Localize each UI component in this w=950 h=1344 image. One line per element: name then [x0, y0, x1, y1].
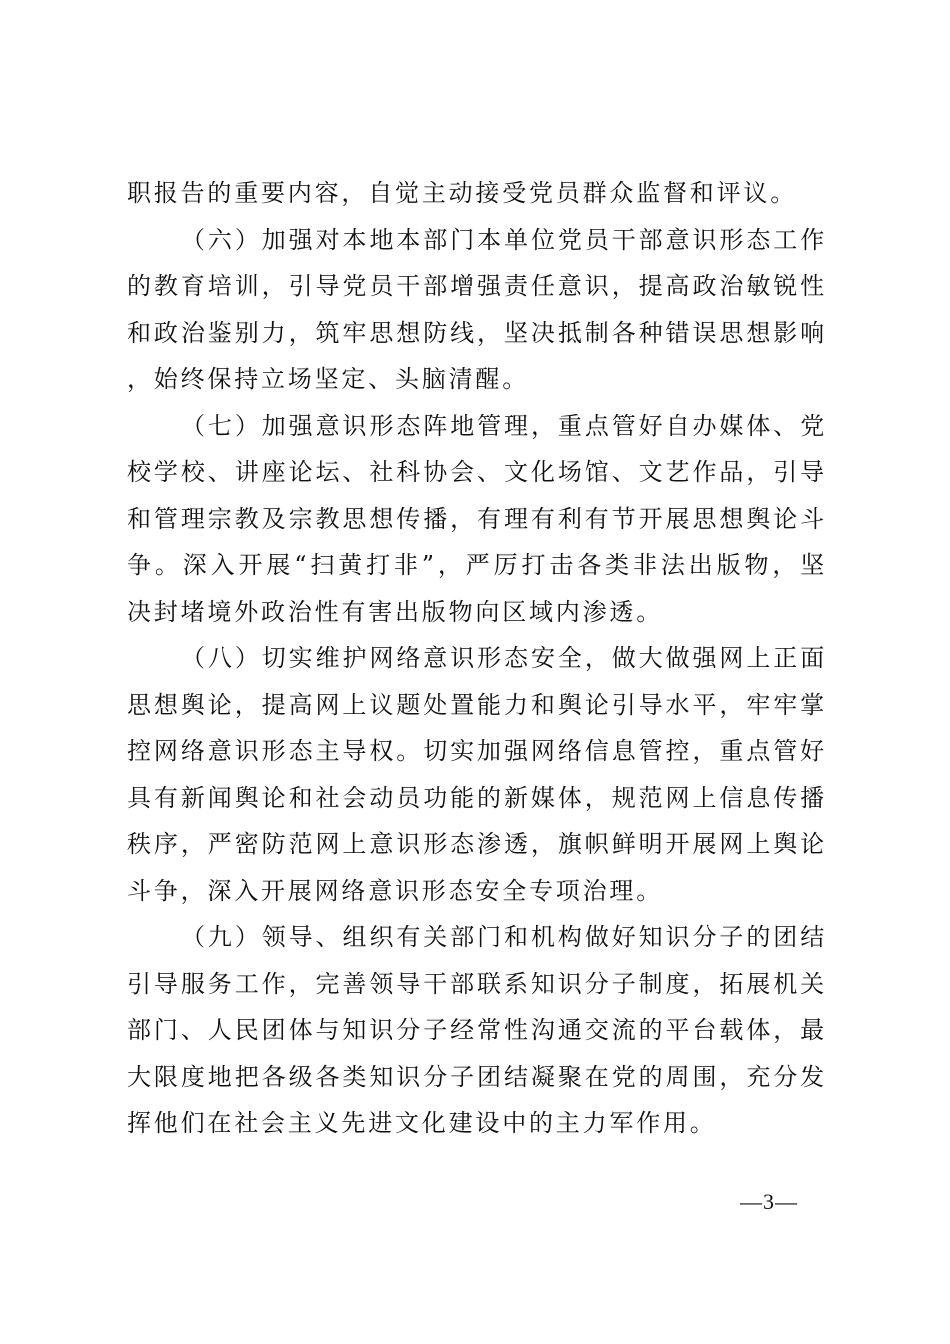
- paragraph-item-9: （九）领导、组织有关部门和机构做好知识分子的团结引导服务工作，完善领导干部联系知识分子制度，拓展机关部门、人民团体与知识分子经常性沟通交流的平台载体，最大限度地把各级各类知识分子团结凝聚在党的周围，充分发挥他们在社会主义先进文化建设中的主力军作用。: [127, 923, 827, 1137]
- paragraph-item-8: （八）切实维护网络意识形态安全，做大做强网上正面思想舆论，提高网上议题处置能力和舆论引导水平，牢牢掌控网络意识形态主导权。切实加强网络信息管控，重点管好具有新闻舆论和社会动员功能的新媒体，规范网上信息传播秩序，严密防范网上意识形态渗透，旗帜鲜明开展网上舆论斗争，深入开展网络意识形态安全专项治理。: [127, 644, 827, 905]
- page-number: —3—: [740, 1189, 798, 1214]
- paragraph-item-6: （六）加强对本地本部门本单位党员干部意识形态工作的教育培训，引导党员干部增强责任意识，提高政治敏锐性和政治鉴别力，筑牢思想防线，坚决抵制各种错误思想影响，始终保持立场坚定、头脑清醒。: [127, 225, 827, 393]
- paragraph-item-7: （七）加强意识形态阵地管理，重点管好自办媒体、党校学校、讲座论坛、社科协会、文化场馆、文艺作品，引导和管理宗教及宗教思想传播，有理有利有节开展思想舆论斗争。深入开展“扫黄打非”，严厉打击各类非法出版物，坚决封堵境外政治性有害出版物向区域内渗透。: [127, 411, 827, 626]
- document-body: [127, 170, 827, 1147]
- paragraph-continuation: 职报告的重要内容，自觉主动接受党员群众监督和评议。: [127, 179, 797, 207]
